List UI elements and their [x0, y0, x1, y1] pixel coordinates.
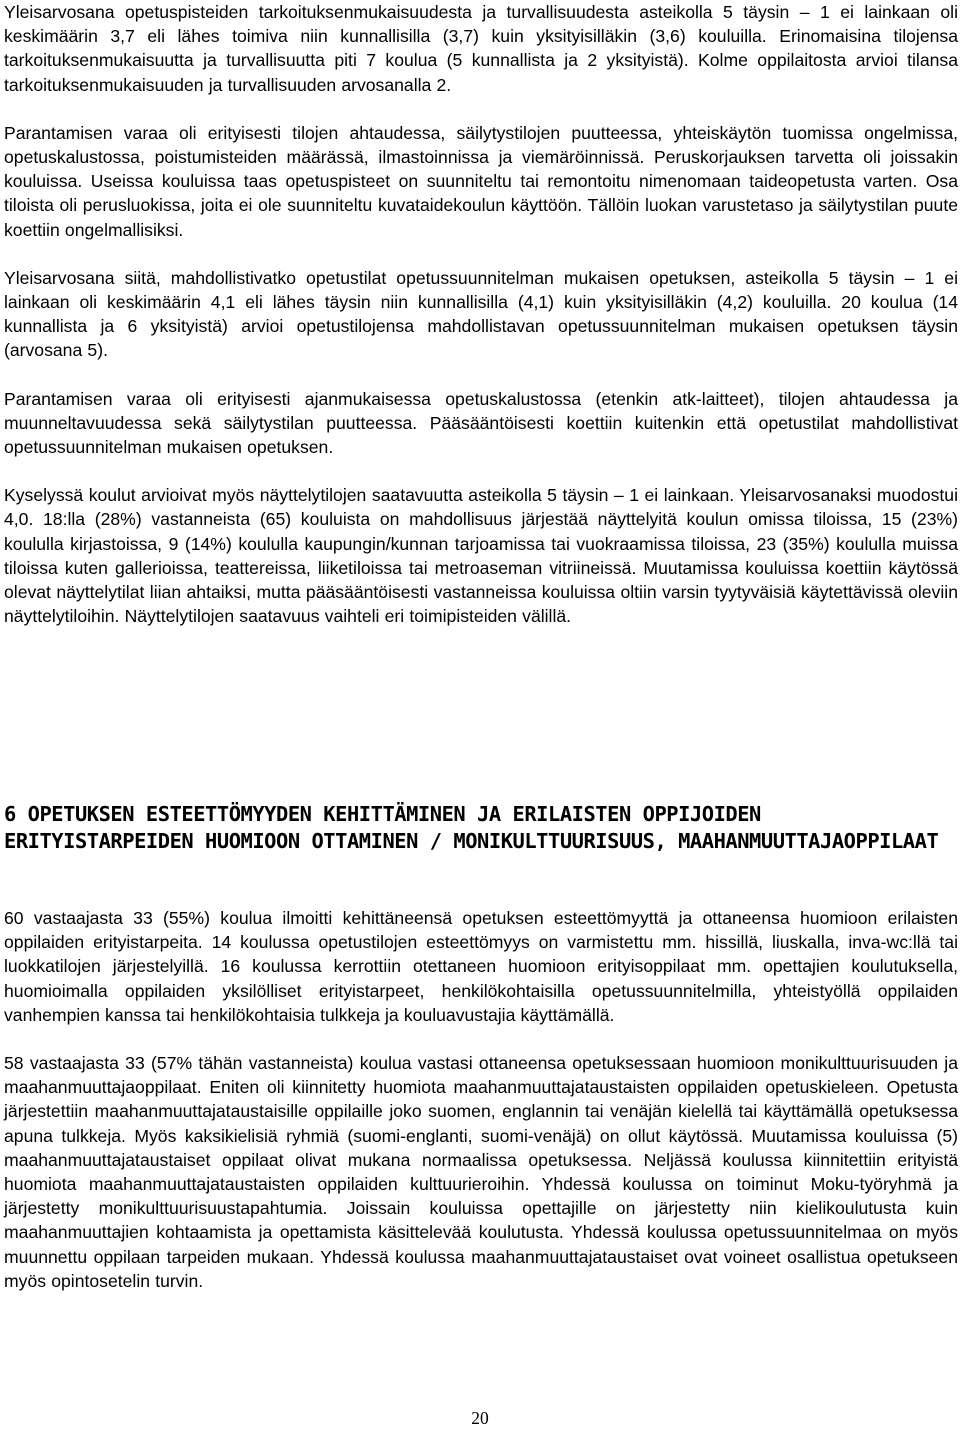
paragraph-curriculum-rating: Yleisarvosana siitä, mahdollistivatko opetustilat opetussuunnitelman mukaisen opetuksen, asteikolla 5 täysin – 1 ei lainkaan oli keskimäärin 4,1 eli lähes täysin niin kunnallisilla (4,1) kuin yksityisilläkin (4,2) kouluilla. 20 koulua (14 kunnallista ja 6 yksityistä) arvioi opetustilojensa mahdollistavan opetussuunnitelman mukaisen opetuksen täysin (arvosana 5).	[4, 267, 958, 361]
paragraph-safety-rating: Yleisarvosana opetuspisteiden tarkoituksenmukaisuudesta ja turvallisuudesta asteikolla 5 täysin – 1 ei lainkaan oli keskimäärin 3,7 eli lähes toimiva niin kunnallisilla (3,7) kuin yksityisilläkin (3,6) kouluilla. Erinomaisina tilojensa tarkoituksenmukaisuutta ja turvallisuutta piti 7 koulua (5 kunnallista ja 2 yksityistä). Kolme oppilaitosta arvioi tilansa tarkoituksenmukaisuuden ja turvallisuuden arvosanalla 2.	[4, 2, 958, 95]
section-body	[4, 906, 958, 1293]
paragraph-exhibition-spaces: Kyselyssä koulut arvioivat myös näyttelytilojen saatavuutta asteikolla 5 täysin – 1 ei lainkaan. Yleisarvosanaksi muodostui 4,0. 18:lla (28%) vastanneista (65) kouluista on mahdollisuus järjestää näyttelyitä koulun omissa tiloissa, 15 (23%) koululla kirjastoissa, 9 (14%) koululla kaupungin/kunnan tarjoamissa tai vuokraamissa tiloissa, 23 (35%) koululla muissa tiloissa kuten gallerioissa, teattereissa, liiketiloissa tai metroaseman vitriineissä. Muutamissa kouluissa koettiin käytössä olevat näyttelytilat liian ahtaiksi, mutta pääsääntöisesti vastanneissa kouluissa oltiin varsin tyytyväisiä käytettävissä oleviin näyttelytiloihin. Näyttelytilojen saatavuus vaihteli eri toimipisteiden välillä.	[4, 485, 958, 627]
section-heading: 6 OPETUKSEN ESTEETTÖMYYDEN KEHITTÄMINEN JA ERILAISTEN OPPIJOIDEN ERITYISTARPEIDEN HUOMIOON OTTAMINEN / MONIKULTTUURISUUS, MAAHANMUUTTAJAOPPILAAT	[4, 802, 939, 853]
document-page	[4, 0, 958, 628]
paragraph-multiculturalism: 58 vastaajasta 33 (57% tähän vastanneista) koulua vastasi ottaneensa opetuksessaan huomioon monikulttuurisuuden ja maahanmuuttajaoppilaat. Eniten oli kiinnitetty huomiota maahanmuuttajataustaisten oppilaiden opetuskieleen. Opetusta järjestettiin maahanmuuttajataustaisille oppilaille joko suomen, englannin tai venäjän kielellä tai käyttämällä opetuksessa apuna tulkkeja. Myös kaksikielisiä ryhmiä (suomi-englanti, suomi-venäjä) on ollut käytössä. Muutamissa kouluissa (5) maahanmuuttajataustaiset oppilaat olivat mukana normaalissa opetuksessa. Neljässä koulussa kiinnitettiin erityistä huomiota maahanmuuttajataustaisten oppilaiden kulttuurieroihin. Yhdessä koulussa on toiminut Moku-työryhmä ja järjestetty monikulttuurisuustapahtumia. Joissain kouluissa opettajille on järjestetty niin kielikoulutusta kuin maahanmuuttajien kohtaamista ja opettamista käsittelevää koulutusta. Yhdessä koulussa opetussuunnitelmaa on myös muunnettu oppilaan tarpeiden mukaan. Yhdessä koulussa maahanmuuttajataustaiset ovat voineet osallistua opetukseen myös opintosetelin turvin.	[4, 1053, 958, 1291]
section-heading-container	[4, 801, 958, 854]
paragraph-accessibility: 60 vastaajasta 33 (55%) koulua ilmoitti kehittäneensä opetuksen esteettömyyttä ja ottaneensa huomioon erilaisten oppilaiden erityistarpeita. 14 koulussa opetustilojen esteettömyys on varmistettu mm. hissillä, liuskalla, inva-wc:llä tai luokkatilojen järjestelyillä. 16 koulussa kerrottiin otettaneen huomioon erityisoppilaat mm. opettajien koulutuksella, huomioimalla oppilaiden yksilölliset erityistarpeet, henkilökohtaisilla opetussuunnitelmilla, yhteistyöllä oppilaiden vanhempien kanssa tai henkilökohtaisia tulkkeja ja kouluavustajia käyttämällä.	[4, 908, 958, 1025]
page-number: 20	[471, 1408, 489, 1428]
paragraph-equipment-needs: Parantamisen varaa oli erityisesti ajanmukaisessa opetuskalustossa (etenkin atk-laitteet), tilojen ahtaudessa ja muunneltavuudessa sekä säilytystilan puutteessa. Pääsääntöisesti koettiin kuitenkin että opetustilat mahdollistivat opetussuunnitelman mukaisen opetuksen.	[4, 388, 958, 458]
paragraph-improvement-needs: Parantamisen varaa oli erityisesti tilojen ahtaudessa, säilytystilojen puutteessa, yhteiskäytön tuomissa ongelmissa, opetuskalustossa, poistumisteiden määrässä, ilmastoinnissa ja viemäröinnissä. Peruskorjauksen tarvetta oli joissakin kouluissa. Useissa kouluissa taas opetuspisteet on suunniteltu tai remontoitu nimenomaan taideopetusta varten. Osa tiloista oli perusluokissa, joita ei ole suunniteltu kuvataidekoulun käyttöön. Tällöin luokan varustetaso ja säilytystilan puute koettiin ongelmallisiksi.	[4, 122, 958, 240]
